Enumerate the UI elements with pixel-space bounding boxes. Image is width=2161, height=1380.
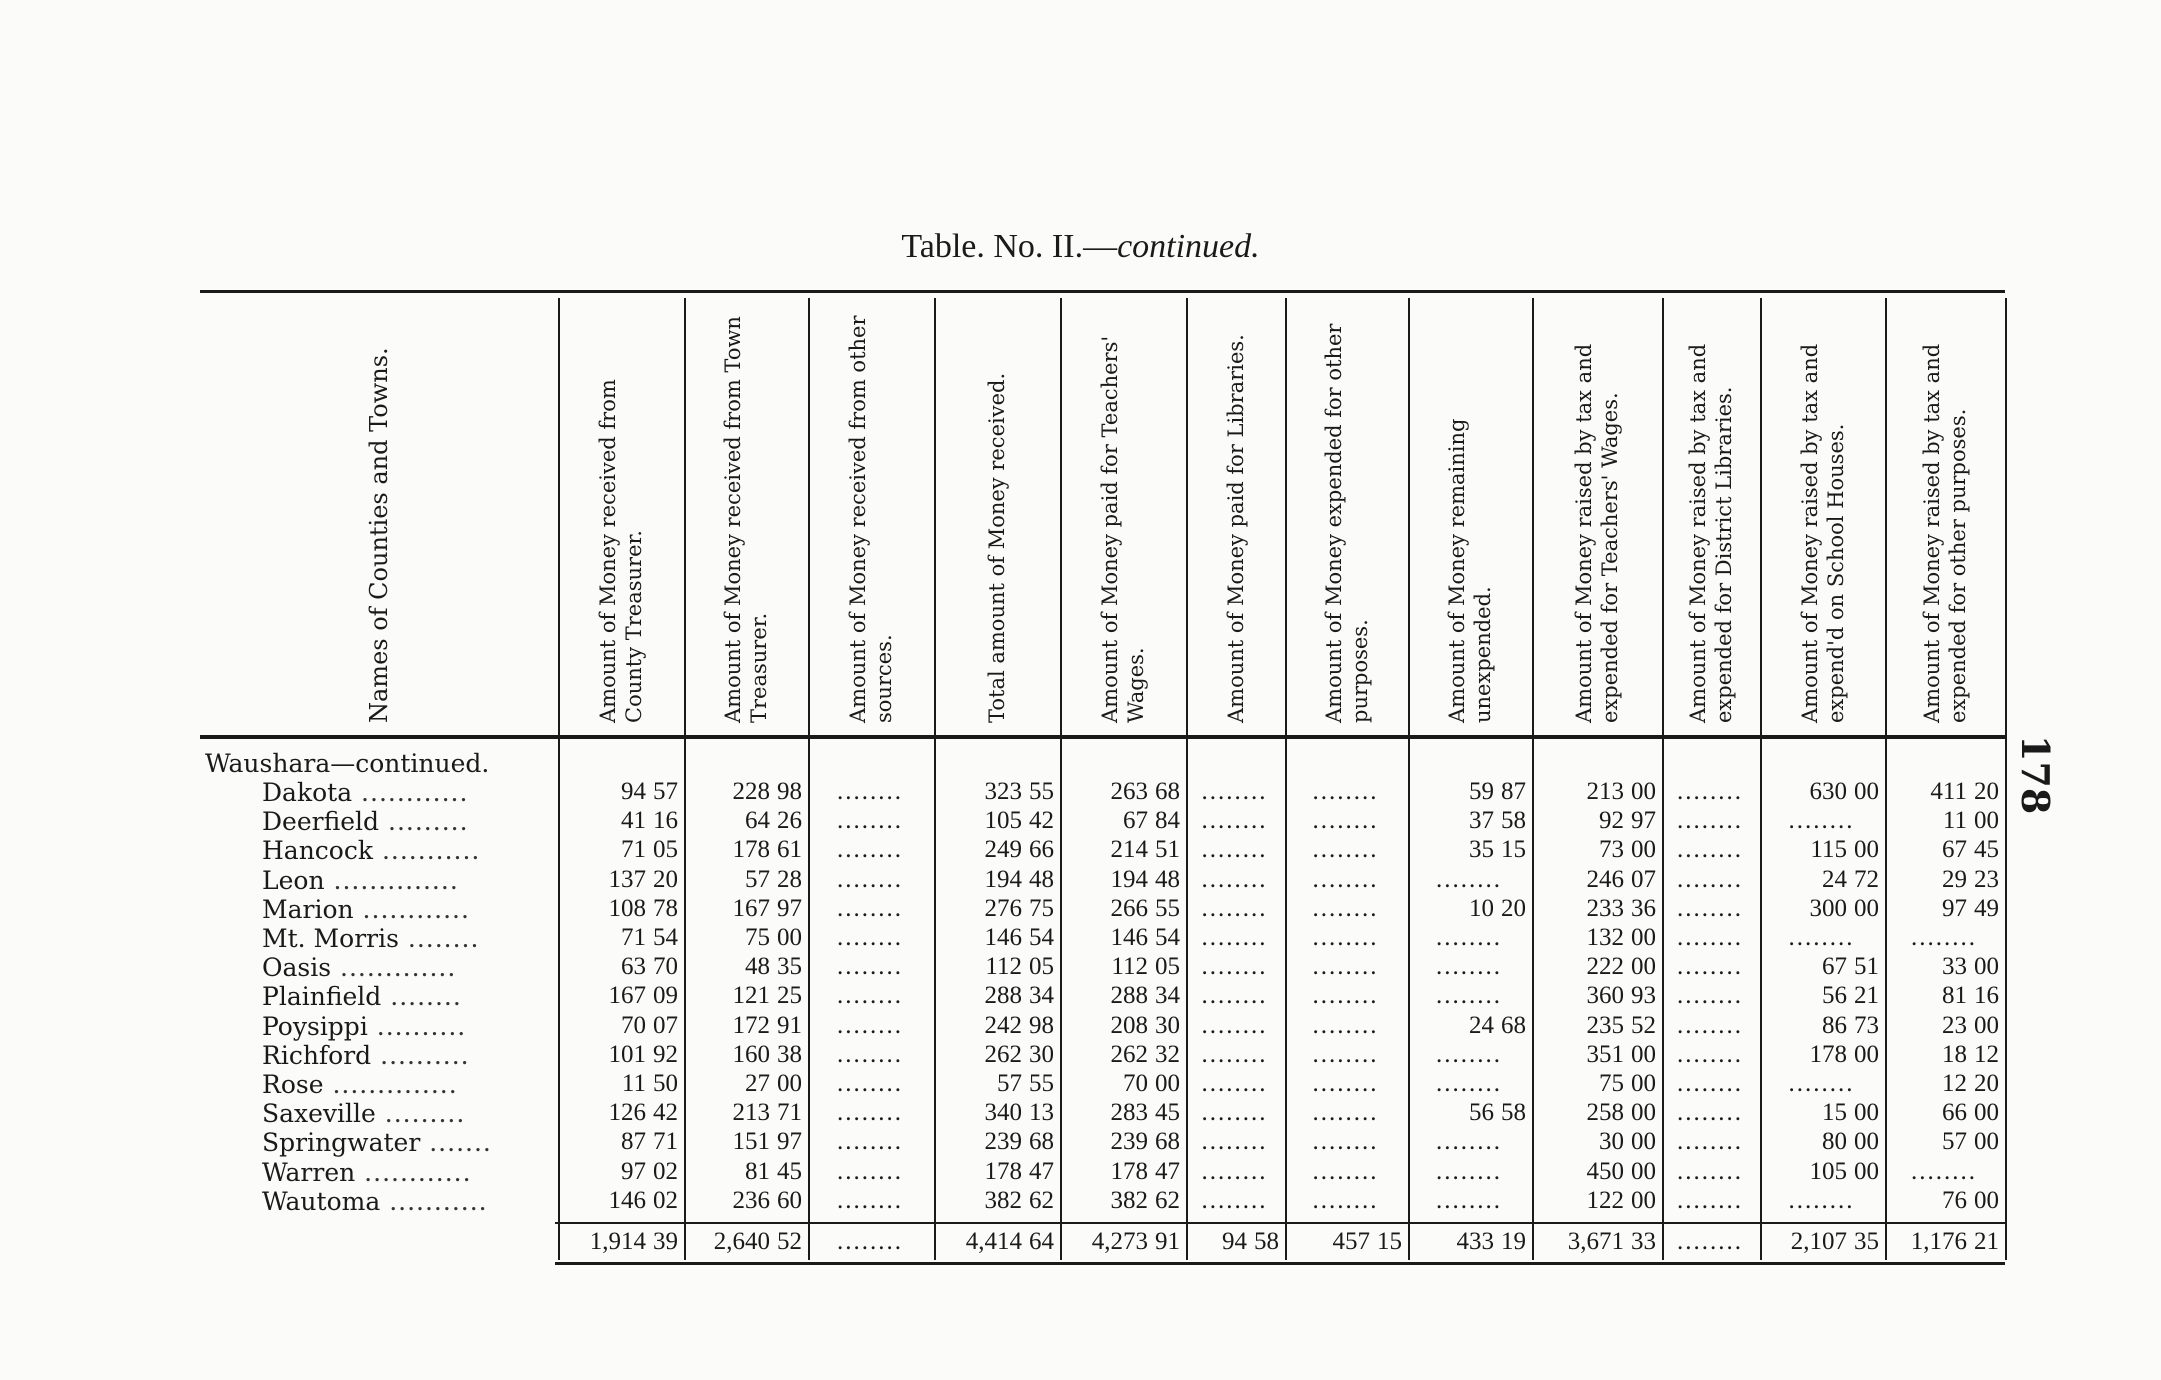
- table-cell: 151 97: [732, 1128, 802, 1156]
- table-cell: ........: [1201, 836, 1268, 864]
- table-cell: 11 50: [621, 1070, 678, 1097]
- column-header-6: Amount of Money paid for Libraries.: [1223, 334, 1248, 723]
- table-cell: 146 02: [608, 1186, 678, 1214]
- table-cell: 97 49: [1942, 894, 1999, 922]
- table-cell: 288 34: [984, 982, 1054, 1010]
- column-divider: [1662, 298, 1664, 1260]
- table-cell: ........: [1312, 778, 1379, 805]
- table-cell: 41 16: [621, 807, 678, 835]
- table-cell: 360 93: [1586, 982, 1656, 1010]
- table-cell: 233 36: [1586, 894, 1656, 922]
- table-cell: 172 91: [732, 1011, 802, 1039]
- table-cell: 10 20: [1469, 894, 1526, 922]
- town-name: Hancock ...........: [262, 836, 481, 866]
- column-divider: [1885, 298, 1887, 1260]
- table-cell: 630 00: [1809, 778, 1879, 805]
- total-cell: ........: [837, 1228, 903, 1255]
- title-suffix: continued.: [1117, 228, 1260, 265]
- table-cell: ........: [1436, 1070, 1502, 1097]
- column-header-9: Amount of Money raised by tax and expended for Teachers' Wages.: [1572, 343, 1622, 723]
- column-divider: [1186, 298, 1188, 1260]
- table-cell: ........: [1312, 865, 1379, 893]
- table-cell: 382 62: [984, 1186, 1054, 1214]
- table-cell: 239 68: [1110, 1128, 1180, 1156]
- total-cell: 4,414 64: [965, 1228, 1054, 1255]
- table-cell: 263 68: [1110, 778, 1180, 805]
- table-cell: ........: [1312, 982, 1379, 1010]
- table-cell: ........: [1312, 1157, 1379, 1185]
- column-header-8: Amount of Money remaining unexpended.: [1445, 418, 1495, 723]
- table-cell: 235 52: [1586, 1011, 1656, 1039]
- table-cell: 37 58: [1469, 807, 1526, 835]
- column-divider: [1060, 298, 1062, 1260]
- table-cell: ........: [1201, 1011, 1268, 1039]
- column-header-7: Amount of Money expended for other purposes.: [1321, 323, 1372, 723]
- table-cell: ........: [1436, 924, 1502, 951]
- table-cell: 67 45: [1942, 836, 1999, 864]
- column-divider: [1760, 298, 1762, 1260]
- table-cell: ........: [1788, 1070, 1855, 1097]
- table-cell: 213 00: [1586, 778, 1656, 805]
- table-cell: ........: [1201, 1157, 1268, 1185]
- table-cell: ........: [837, 865, 903, 893]
- total-cell: 433 19: [1456, 1228, 1526, 1255]
- table-cell: ........: [1312, 894, 1379, 922]
- table-cell: ........: [1201, 1128, 1268, 1156]
- table-cell: 105 42: [984, 807, 1054, 835]
- table-cell: 222 00: [1586, 953, 1656, 981]
- table-cell: 262 32: [1110, 1040, 1180, 1068]
- table-cell: ........: [1677, 924, 1743, 951]
- table-cell: 178 47: [1110, 1157, 1180, 1185]
- bottom-rule: [555, 1262, 2005, 1265]
- section-label: Waushara—continued.: [205, 749, 490, 778]
- town-name: Springwater .......: [262, 1128, 492, 1158]
- table-cell: ........: [1436, 1186, 1502, 1214]
- table-cell: 64 26: [745, 807, 802, 835]
- table-cell: 178 00: [1809, 1040, 1879, 1068]
- table-cell: ........: [837, 924, 903, 951]
- table-cell: 167 09: [608, 982, 678, 1010]
- town-name: Richford ..........: [262, 1040, 470, 1070]
- table-cell: 75 00: [1599, 1070, 1656, 1097]
- table-cell: ........: [1436, 865, 1502, 893]
- total-cell: 3,671 33: [1567, 1228, 1656, 1255]
- total-cell: 94 58: [1222, 1228, 1279, 1255]
- table-cell: ........: [1677, 1157, 1743, 1185]
- table-cell: 67 51: [1822, 953, 1879, 981]
- table-cell: ........: [1436, 1157, 1502, 1185]
- table-cell: ........: [1677, 1099, 1743, 1127]
- table-cell: ........: [1677, 1070, 1743, 1097]
- table-cell: 56 58: [1469, 1099, 1526, 1127]
- table-cell: 122 00: [1586, 1186, 1656, 1214]
- table-cell: 24 72: [1822, 865, 1879, 893]
- total-cell: 1,914 39: [589, 1228, 678, 1255]
- table-cell: 101 92: [608, 1040, 678, 1068]
- table-cell: ........: [1436, 953, 1502, 981]
- table-cell: 249 66: [984, 836, 1054, 864]
- table-cell: ........: [1312, 953, 1379, 981]
- table-cell: ........: [1436, 1128, 1502, 1156]
- column-header-4: Total amount of Money received.: [985, 372, 1009, 723]
- town-name: Mt. Morris ........: [262, 924, 480, 953]
- table-cell: ........: [837, 982, 903, 1010]
- table-cell: 63 70: [621, 953, 678, 981]
- town-name: Warren ............: [262, 1157, 472, 1187]
- top-rule: [200, 290, 2005, 293]
- header-names: Names of Counties and Towns.: [365, 347, 393, 723]
- table-cell: ........: [1911, 924, 1977, 951]
- column-header-11: Amount of Money raised by tax and expend'd on School Houses.: [1797, 343, 1848, 723]
- town-name: Oasis .............: [262, 953, 457, 983]
- table-cell: 137 20: [608, 865, 678, 893]
- column-divider: [684, 298, 686, 1260]
- table-cell: 92 97: [1599, 807, 1656, 835]
- table-cell: 56 21: [1822, 982, 1879, 1010]
- table-cell: ........: [1312, 1099, 1379, 1127]
- table-cell: ........: [1312, 1128, 1379, 1156]
- table-cell: 76 00: [1942, 1186, 1999, 1214]
- totals-rule: [555, 1222, 2005, 1224]
- town-name: Deerfield .........: [262, 807, 469, 837]
- table-cell: 239 68: [984, 1128, 1054, 1156]
- table-cell: 146 54: [984, 924, 1054, 951]
- table-cell: 57 55: [997, 1070, 1054, 1097]
- table-cell: ........: [837, 1070, 903, 1097]
- table-cell: ........: [837, 894, 903, 922]
- table-cell: 351 00: [1586, 1040, 1656, 1068]
- column-divider: [1532, 298, 1534, 1260]
- table-cell: 71 54: [621, 924, 678, 951]
- table-cell: 194 48: [1110, 865, 1180, 893]
- table-cell: ........: [1677, 894, 1743, 922]
- table-cell: ........: [837, 1128, 903, 1156]
- table-cell: ........: [837, 1099, 903, 1127]
- town-name: Wautoma ...........: [262, 1186, 488, 1216]
- table-cell: ........: [1312, 1070, 1379, 1097]
- table-cell: ........: [1677, 1186, 1743, 1214]
- town-name: Saxeville .........: [262, 1099, 466, 1129]
- table-cell: ........: [1677, 807, 1743, 835]
- table-cell: 194 48: [984, 865, 1054, 893]
- total-cell: 1,176 21: [1910, 1228, 1999, 1255]
- page-number: 178: [2013, 735, 2058, 815]
- table-cell: 411 20: [1930, 778, 1999, 805]
- table-cell: ........: [1201, 982, 1268, 1010]
- table-cell: 178 47: [984, 1157, 1054, 1185]
- table-cell: 208 30: [1110, 1011, 1180, 1039]
- table-cell: 57 00: [1942, 1128, 1999, 1156]
- column-header-3: Amount of Money received from other sources.: [846, 315, 896, 723]
- total-cell: ........: [1677, 1228, 1743, 1255]
- table-cell: 167 97: [732, 894, 802, 922]
- table-cell: ........: [1677, 865, 1743, 893]
- table-cell: 29 23: [1942, 865, 1999, 893]
- table-cell: 97 02: [621, 1157, 678, 1185]
- table-cell: 112 05: [985, 953, 1054, 981]
- table-cell: ........: [1677, 778, 1743, 805]
- table-cell: 242 98: [984, 1011, 1054, 1039]
- town-name: Leon ..............: [262, 865, 459, 895]
- table-cell: 59 87: [1469, 778, 1526, 805]
- table-cell: 86 73: [1822, 1011, 1879, 1039]
- table-cell: 18 12: [1942, 1040, 1999, 1068]
- table-cell: 288 34: [1110, 982, 1180, 1010]
- table-cell: ........: [1677, 953, 1743, 981]
- column-header-1: Amount of Money received from County Treasurer.: [596, 379, 646, 723]
- town-name: Marion ............: [262, 894, 470, 924]
- table-cell: 258 00: [1586, 1099, 1656, 1127]
- table-cell: 246 07: [1586, 865, 1656, 893]
- table-cell: 450 00: [1586, 1157, 1656, 1185]
- table-cell: ........: [837, 1040, 903, 1068]
- table-cell: 11 00: [1942, 807, 1999, 835]
- table-cell: 87 71: [621, 1128, 678, 1156]
- title-prefix: Table. No. II.—: [901, 228, 1118, 265]
- table-cell: ........: [1788, 1186, 1855, 1214]
- table-cell: ........: [1201, 865, 1268, 893]
- table-cell: 323 55: [984, 778, 1054, 805]
- table-cell: 48 35: [745, 953, 802, 981]
- column-header-10: Amount of Money raised by tax and expended for District Libraries.: [1686, 343, 1736, 723]
- table-cell: 71 05: [621, 836, 678, 864]
- table-cell: ........: [1201, 807, 1268, 835]
- table-cell: 24 68: [1469, 1011, 1526, 1039]
- column-divider: [558, 298, 560, 1260]
- table-cell: ........: [837, 1011, 903, 1039]
- table-cell: 112 05: [1111, 953, 1180, 981]
- table-cell: 67 84: [1123, 807, 1180, 835]
- table-cell: ........: [1312, 836, 1379, 864]
- table-cell: 283 45: [1110, 1099, 1180, 1127]
- table-cell: 178 61: [732, 836, 802, 864]
- table-cell: ........: [837, 778, 903, 805]
- table-cell: 266 55: [1110, 894, 1180, 922]
- table-cell: ........: [1677, 982, 1743, 1010]
- table-cell: ........: [1312, 1040, 1379, 1068]
- table-cell: ........: [1201, 1186, 1268, 1214]
- column-divider: [1285, 298, 1287, 1260]
- table-cell: 236 60: [732, 1186, 802, 1214]
- table-cell: 121 25: [732, 982, 802, 1010]
- table-cell: 70 07: [621, 1011, 678, 1039]
- table-cell: 81 16: [1942, 982, 1999, 1010]
- table-cell: 340 13: [984, 1099, 1054, 1127]
- table-cell: 73 00: [1599, 836, 1656, 864]
- total-cell: 2,640 52: [713, 1228, 802, 1255]
- table-cell: 115 00: [1810, 836, 1879, 864]
- table-cell: 66 00: [1942, 1099, 1999, 1127]
- table-cell: ........: [837, 836, 903, 864]
- table-cell: 12 20: [1942, 1070, 1999, 1097]
- table-cell: ........: [1677, 1128, 1743, 1156]
- table-cell: 27 00: [745, 1070, 802, 1097]
- column-divider: [1408, 298, 1410, 1260]
- table-cell: 132 00: [1586, 924, 1656, 951]
- table-cell: ........: [1436, 982, 1502, 1010]
- table-cell: ........: [1312, 807, 1379, 835]
- town-name: Plainfield ........: [262, 982, 462, 1012]
- column-header-2: Amount of Money received from Town Treasurer.: [721, 316, 771, 723]
- table-cell: 300 00: [1809, 894, 1879, 922]
- table-cell: ........: [1788, 807, 1855, 835]
- table-cell: ........: [1201, 953, 1268, 981]
- table-cell: 33 00: [1942, 953, 1999, 981]
- table-cell: ........: [837, 1186, 903, 1214]
- header-bottom-rule: [200, 735, 2005, 739]
- total-cell: 2,107 35: [1790, 1228, 1879, 1255]
- table-cell: ........: [1788, 924, 1855, 951]
- table-cell: ........: [1201, 1070, 1268, 1097]
- table-cell: ........: [1312, 1186, 1379, 1214]
- table-cell: 70 00: [1123, 1070, 1180, 1097]
- table-cell: 81 45: [745, 1157, 802, 1185]
- table-cell: 146 54: [1110, 924, 1180, 951]
- table-title: [0, 228, 2161, 266]
- column-divider: [934, 298, 936, 1260]
- table-cell: 213 71: [732, 1099, 802, 1127]
- table-cell: 382 62: [1110, 1186, 1180, 1214]
- table-cell: ........: [1911, 1157, 1977, 1185]
- column-header-12: Amount of Money raised by tax and expended for other purposes.: [1920, 343, 1970, 723]
- table-cell: 126 42: [608, 1099, 678, 1127]
- table-cell: ........: [1201, 1040, 1268, 1068]
- table-cell: 35 15: [1469, 836, 1526, 864]
- total-cell: 457 15: [1332, 1228, 1402, 1255]
- total-cell: 4,273 91: [1091, 1228, 1180, 1255]
- table-cell: ........: [1201, 778, 1268, 805]
- table-cell: 160 38: [732, 1040, 802, 1068]
- table-cell: ........: [1201, 894, 1268, 922]
- town-name: Poysippi ..........: [262, 1011, 467, 1041]
- table-cell: 108 78: [608, 894, 678, 922]
- table-cell: 105 00: [1809, 1157, 1879, 1185]
- table-cell: 57 28: [745, 865, 802, 893]
- table-cell: ........: [1677, 1040, 1743, 1068]
- table-cell: 214 51: [1110, 836, 1180, 864]
- table-cell: 94 57: [621, 778, 678, 805]
- table-cell: ........: [1312, 1011, 1379, 1039]
- table-cell: 75 00: [745, 924, 802, 951]
- town-name: Dakota ............: [262, 778, 469, 807]
- column-header-5: Amount of Money paid for Teachers' Wages.: [1098, 335, 1148, 723]
- column-divider: [808, 298, 810, 1260]
- table-cell: 276 75: [984, 894, 1054, 922]
- table-cell: ........: [837, 953, 903, 981]
- table-cell: 30 00: [1599, 1128, 1656, 1156]
- town-name: Rose ..............: [262, 1070, 458, 1099]
- table-cell: ........: [837, 807, 903, 835]
- column-divider: [2005, 298, 2007, 1260]
- table-cell: ........: [1677, 1011, 1743, 1039]
- table-cell: ........: [1312, 924, 1379, 951]
- table-cell: ........: [1436, 1040, 1502, 1068]
- table-cell: ........: [837, 1157, 903, 1185]
- table-cell: 228 98: [732, 778, 802, 805]
- table-cell: ........: [1201, 924, 1268, 951]
- table-cell: ........: [1677, 836, 1743, 864]
- table-cell: 15 00: [1822, 1099, 1879, 1127]
- table-cell: 80 00: [1822, 1128, 1879, 1156]
- table-cell: 23 00: [1942, 1011, 1999, 1039]
- table-cell: 262 30: [984, 1040, 1054, 1068]
- table-cell: ........: [1201, 1099, 1268, 1127]
